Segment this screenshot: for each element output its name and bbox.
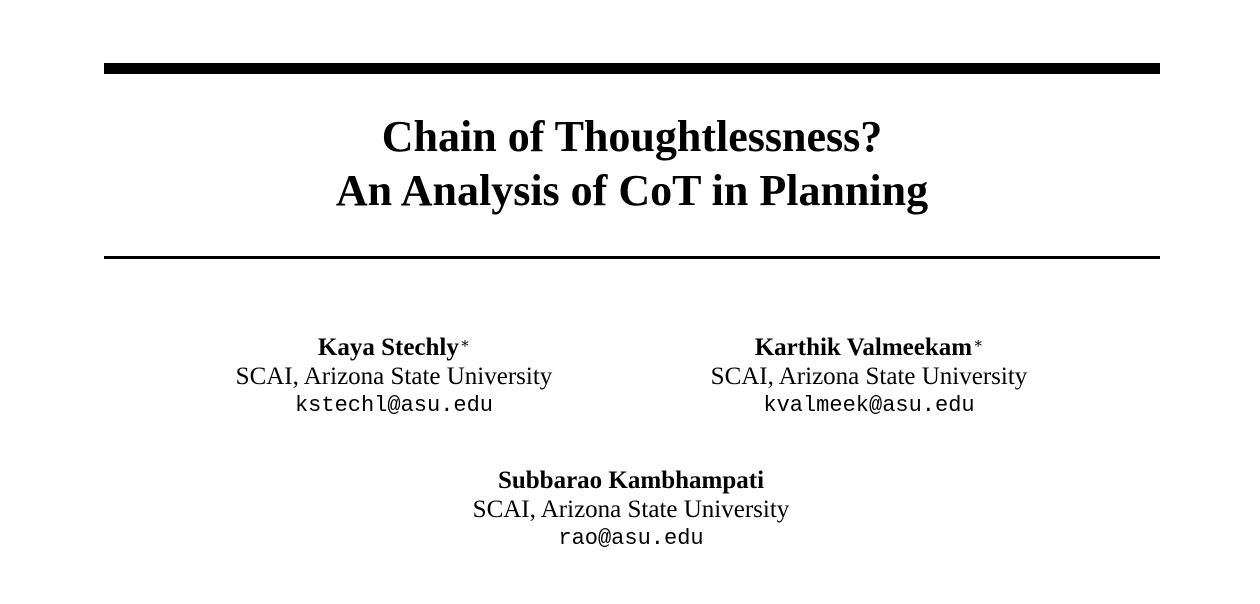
author-affiliation: SCAI, Arizona State University: [472, 496, 790, 523]
title-bottom-rule: [104, 256, 1160, 259]
author-affiliation: SCAI, Arizona State University: [710, 363, 1028, 390]
equal-contribution-mark: ∗: [459, 336, 471, 352]
author-affiliation: SCAI, Arizona State University: [235, 363, 553, 390]
title-line-2: An Analysis of CoT in Planning: [335, 166, 929, 215]
title-line-1: Chain of Thoughtlessness?: [381, 112, 883, 161]
author-block: [381, 466, 881, 554]
paper-title: [104, 110, 1160, 218]
author-block: [144, 333, 644, 421]
author-name: Kaya Stechly∗: [317, 334, 471, 361]
equal-contribution-mark: ∗: [973, 336, 984, 352]
author-name: Subbarao Kambhampati: [497, 467, 765, 494]
title-top-rule: [104, 63, 1160, 74]
author-block: [619, 333, 1119, 421]
author-email[interactable]: kstechl@asu.edu: [294, 393, 494, 418]
author-email[interactable]: kvalmeek@asu.edu: [763, 393, 975, 418]
author-name: Karthik Valmeekam∗: [754, 334, 984, 361]
author-email[interactable]: rao@asu.edu: [558, 526, 704, 551]
